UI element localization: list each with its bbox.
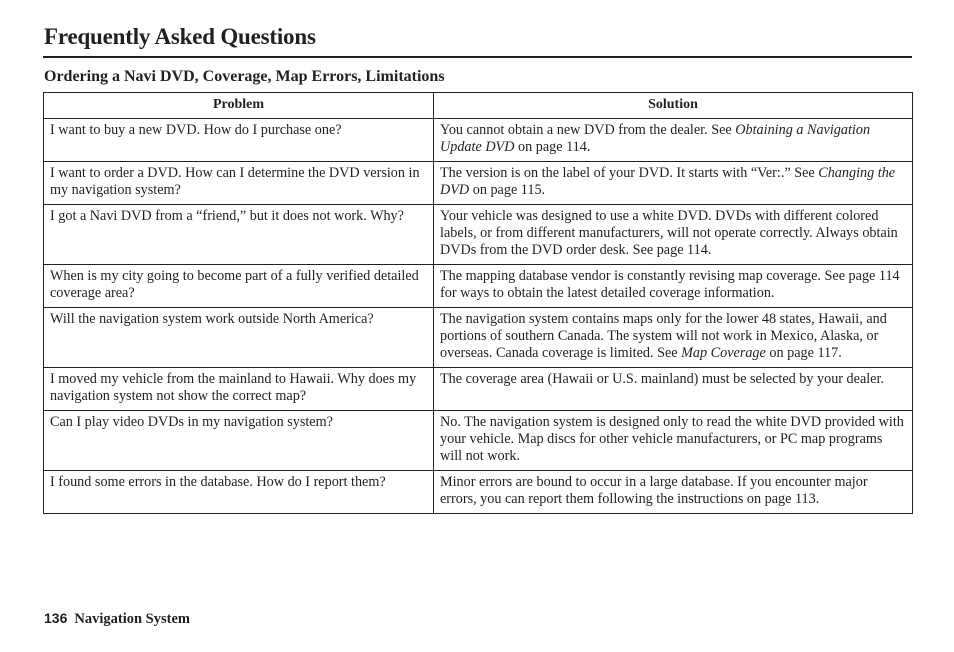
- solution-text-end: on page 117.: [765, 345, 842, 361]
- solution-text-end: on page 115.: [469, 182, 546, 198]
- solution-text: The version is on the label of your DVD. It starts with “Ver:.” See: [440, 165, 819, 181]
- footer-section-label: Navigation System: [74, 611, 190, 627]
- table-row: [44, 119, 913, 162]
- solution-cell: [434, 308, 913, 368]
- table-row: [44, 265, 913, 308]
- solution-cell: [434, 205, 913, 265]
- table-row: [44, 368, 913, 411]
- table-row: [44, 205, 913, 265]
- table-row: [44, 308, 913, 368]
- solution-text-end: on page 114.: [514, 139, 591, 155]
- solution-reference: Map Coverage: [681, 345, 766, 361]
- table-row: [44, 162, 913, 205]
- faq-table-body: [44, 119, 913, 514]
- page-title: Frequently Asked Questions: [44, 24, 316, 49]
- solution-cell: [434, 368, 913, 411]
- page-number: 136: [44, 610, 68, 626]
- problem-cell: Will the navigation system work outside North America?: [44, 308, 434, 368]
- solution-text: The navigation system contains maps only for the lower 48 states, Hawaii, and portions of southern Canada. The system will not work in Mexico, Alaska, or overseas. Canada coverage is limited. See: [440, 311, 887, 361]
- faq-table: [43, 92, 913, 514]
- solution-cell: [434, 471, 913, 514]
- problem-cell: I want to order a DVD. How can I determine the DVD version in my navigation system?: [44, 162, 434, 205]
- solution-text: The mapping database vendor is constantly revising map coverage. See page 114 for ways to obtain the latest detailed coverage information.: [440, 268, 900, 301]
- solution-text: Your vehicle was designed to use a white DVD. DVDs with different colored labels, or from different manufacturers, will not operate correctly. Always obtain DVDs from the DVD order desk. See page 114.: [440, 208, 898, 258]
- problem-cell: I moved my vehicle from the mainland to Hawaii. Why does my navigation system not show the correct map?: [44, 368, 434, 411]
- solution-cell: [434, 411, 913, 471]
- problem-cell: I found some errors in the database. How do I report them?: [44, 471, 434, 514]
- solution-column-header: Solution: [434, 93, 913, 119]
- problem-cell: When is my city going to become part of a fully verified detailed coverage area?: [44, 265, 434, 308]
- solution-text: The coverage area (Hawaii or U.S. mainland) must be selected by your dealer.: [440, 371, 884, 387]
- problem-cell: Can I play video DVDs in my navigation system?: [44, 411, 434, 471]
- solution-reference: Obtaining a Navigation Update DVD: [440, 122, 871, 155]
- page-footer: [44, 610, 190, 628]
- title-rule: [43, 56, 912, 58]
- solution-reference: Changing the DVD: [440, 165, 896, 198]
- problem-cell: I want to buy a new DVD. How do I purchase one?: [44, 119, 434, 162]
- table-row: [44, 471, 913, 514]
- section-title: Ordering a Navi DVD, Coverage, Map Errors, Limitations: [44, 68, 445, 85]
- table-row: [44, 411, 913, 471]
- solution-cell: [434, 119, 913, 162]
- problem-column-header: Problem: [44, 93, 434, 119]
- solution-text: You cannot obtain a new DVD from the dealer. See: [440, 122, 736, 138]
- problem-cell: I got a Navi DVD from a “friend,” but it does not work. Why?: [44, 205, 434, 265]
- table-header-row: [44, 93, 913, 119]
- solution-text: Minor errors are bound to occur in a large database. If you encounter major errors, you can report them following the instructions on page 113.: [440, 474, 868, 507]
- solution-cell: [434, 265, 913, 308]
- solution-text: No. The navigation system is designed only to read the white DVD provided with your vehicle. Map discs for other vehicle manufacturers, or PC map programs will not work.: [440, 414, 904, 464]
- solution-cell: [434, 162, 913, 205]
